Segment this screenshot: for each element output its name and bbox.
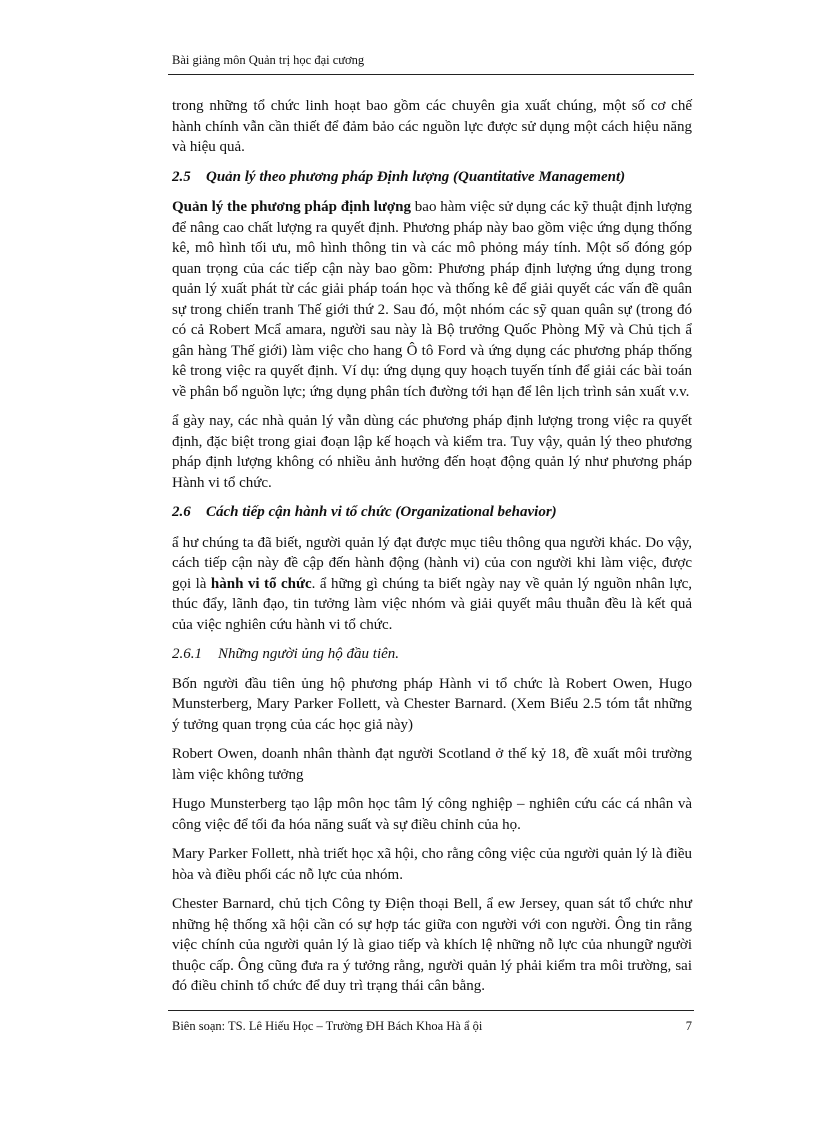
paragraph-text: bao hàm việc sử dụng các kỹ thuật định lượng để nâng cao chất lượng ra quyết định. Phương pháp này bao gồm việc ứng dụng thống kê, mô hình tối ưu, mô hình thông tin và các mô phỏng máy tính. Một số đóng góp quan trọng của các tiếp cận này bao gồm: Phương pháp định lượng ứng dụng trong quản lý xuất phát từ các giải pháp toán học và thống kê để giải quyết các vấn đề quân sự trong chiến tranh Thế giới thứ 2. Sau đó, một nhóm các sỹ quan quân sự (trong đó có cả Robert Mcẩ amara, người sau này là Bộ trưởng Quốc Phòng Mỹ và Chủ tịch ẩ gân hàng Thế giới) làm việc cho hang Ô tô Ford và ứng dụng các phương pháp thống kê trong việc ra quyết định. Ví dụ: ứng dụng quy hoạch tuyến tính để giải các bài toán về phân bổ nguồn lực; ứng dụng phân tích đường tới hạn để lên lịch trình sản xuất v.v.: [172, 199, 693, 400]
paragraph-text: . ẩ hững gì chúng ta biết ngày nay về quản lý nguồn nhân lực, thúc đẩy, lãnh đạo, tin tưởng làm việc nhóm và giải quyết mâu thuẫn đều là kết quả của việc nghiên cứu hành vi tổ chức.: [172, 575, 692, 633]
paragraph-robert-owen: Robert Owen, doanh nhân thành đạt người Scotland ở thế kỷ 18, đề xuất môi trường làm việc không tưởng: [172, 746, 692, 783]
paragraph-chester-barnard: Chester Barnard, chủ tịch Công ty Điện thoại Bell, ẩ ew Jersey, quan sát tổ chức như những hệ thống xã hội cần có sự hợp tác giữa con người với con người. Ông tin rằng việc chính của người quản lý là giao tiếp và khích lệ những nỗ lực của nhungữ người thuộc cấp. Ông cũng đưa ra ý tưởng rằng, người quản lý phải kiểm tra môi trường, sai đó điều chỉnh tổ chức để duy trì trạng thái cân bằng.: [172, 896, 692, 994]
page-body: [172, 96, 692, 1006]
subsection-number: 2.6.1: [172, 646, 202, 662]
page-footer: [172, 1018, 692, 1034]
section-heading-2-6: [172, 502, 692, 523]
paragraph-text: ẩ hư chúng ta đã biết, người quản lý đạt được mục tiêu thông qua người khác. Do vậy, cách tiếp cận này đề cập đến hành động (hành vi) của con người khi làm việc, được gọi là: [172, 534, 692, 592]
page-header: Bài giảng môn Quản trị học đại cương: [172, 53, 365, 67]
paragraph-quantitative-today: ẩ gày nay, các nhà quản lý vẫn dùng các phương pháp định lượng trong việc ra quyết định, đặc biệt trong giai đoạn lập kế hoạch và kiểm tra. Tuy vậy, quản lý theo phương pháp định lượng không có nhiều ảnh hưởng đến hoạt động quản lý như phương pháp Hành vi tổ chức.: [172, 413, 692, 491]
subsection-title: Những người ủng hộ đầu tiên.: [218, 646, 400, 662]
paragraph-mary-parker-follett: Mary Parker Follett, nhà triết học xã hội, cho rằng công việc của người quản lý là điều hòa và điều phối các nỗ lực của nhóm.: [172, 846, 692, 883]
paragraph-quantitative-definition: [172, 197, 692, 402]
section-title: Quản lý theo phương pháp Định lượng (Quantitative Management): [206, 168, 626, 185]
subsection-heading-2-6-1: [172, 644, 692, 665]
footer-divider: [168, 1010, 694, 1011]
header-divider: [168, 74, 694, 75]
section-title: Cách tiếp cận hành vi tổ chức (Organizational behavior): [206, 504, 557, 520]
bold-term: hành vi tổ chức: [210, 575, 312, 592]
paragraph-organizational-behavior: [172, 533, 692, 636]
footer-author: Biên soạn: TS. Lê Hiếu Học – Trường ĐH Bách Khoa Hà ẩ ội: [172, 1019, 483, 1033]
paragraph-intro: trong những tổ chức linh hoạt bao gồm các chuyên gia xuất chúng, một số cơ chế hành chính vẫn cần thiết để đảm bảo các nguồn lực được sử dụng một cách hiệu năng và hiệu quả.: [172, 98, 692, 155]
page-number: 7: [685, 1019, 692, 1033]
section-heading-2-5: [172, 167, 692, 188]
section-number: 2.6: [172, 504, 191, 520]
section-number: 2.5: [172, 168, 191, 185]
bold-term: Quản lý the phương pháp định lượng: [172, 199, 412, 215]
paragraph-early-advocates: Bốn người đầu tiên ủng hộ phương pháp Hành vi tổ chức là Robert Owen, Hugo Munsterberg, Mary Parker Follett, và Chester Barnard. (Xem Biểu 2.5 tóm tắt những ý tưởng quan trọng của các học giả này): [172, 675, 692, 733]
paragraph-hugo-munsterberg: Hugo Munsterberg tạo lập môn học tâm lý công nghiệp – nghiên cứu các cá nhân và công việc để tối đa hóa năng suất và sự điều chỉnh của họ.: [172, 796, 692, 833]
